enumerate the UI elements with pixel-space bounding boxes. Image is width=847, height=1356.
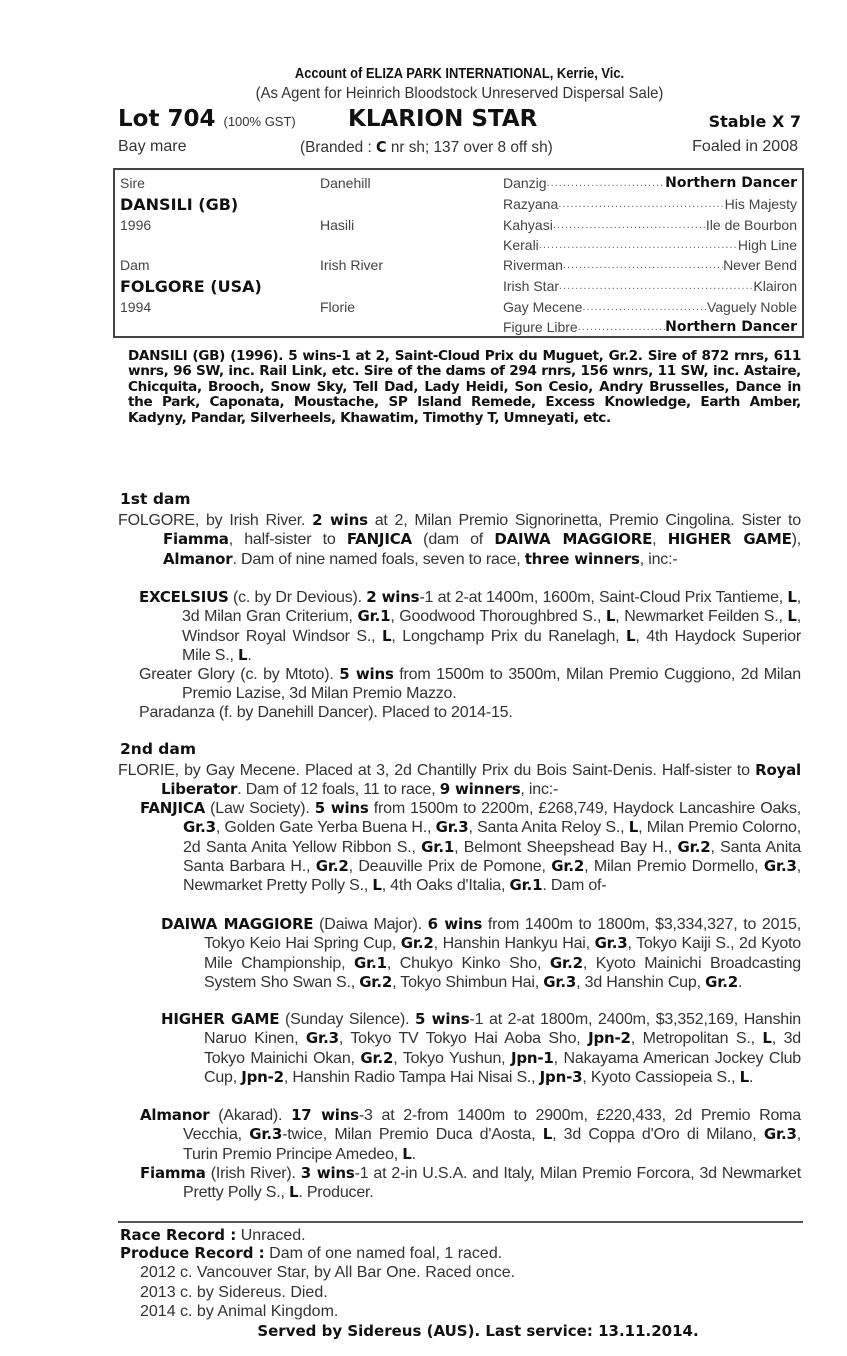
bold-run: Gr.3 <box>763 856 797 875</box>
text-run: from 1500m to 2200m, £268,749, Haydock Lancashire Oaks, <box>368 800 801 817</box>
text-run: , Newmarket Pretty Polly S., <box>183 857 802 895</box>
bold-run: Gr.3 <box>435 818 469 837</box>
text-run: , Tokyo TV Tokyo Hai Aoba Sho, <box>338 1030 589 1048</box>
text-run: -1 at 2-at 1800m, 2400m, $3,352,169, Hanshin Naruo Kinen, <box>204 1011 801 1048</box>
text-run: , Kyoto Mainichi Broadcasting System Sho Swan S., <box>204 954 801 991</box>
text-run: , Santa Anita Santa Barbara H., <box>183 838 801 875</box>
text-run: , 3d Coppa d'Oro di Milano, <box>552 1126 764 1144</box>
text-run: , Milan Premio Dormello, <box>584 857 764 875</box>
pedigree-table <box>113 168 804 338</box>
bold-run: three winners <box>524 549 640 568</box>
text-run: , Golden Gate Yerba Buena H., <box>215 819 436 837</box>
text-run: (dam of <box>411 531 495 549</box>
produce-record-value: Dam of one named foal, 1 raced. <box>264 1245 503 1262</box>
progeny-almanor <box>140 1106 801 1164</box>
brand-prefix: (Branded : <box>300 139 376 156</box>
text-run: , Tokyo Shimbun Hai, <box>392 973 544 991</box>
bold-run: Jpn-2 <box>588 1029 631 1048</box>
second-dam-heading: 2nd dam <box>120 740 197 758</box>
bold-run: Gr.2 <box>549 953 583 972</box>
progeny-excelsius <box>139 588 801 665</box>
text-run: -3 at 2-from 1400m to 2900m, £220,433, 2d Premio Roma Vecchia, <box>183 1107 801 1144</box>
bold-run: 5 wins <box>415 1010 470 1028</box>
text-run: . Dam of- <box>542 877 607 895</box>
text-run: , Hanshin Radio Tampa Hai Nisai S., <box>283 1068 540 1086</box>
text-run: , Nakayama American Jockey Club Cup, <box>204 1049 801 1086</box>
gst-note: (100% GST) <box>223 114 296 129</box>
bold-run: Jpn-1 <box>511 1048 554 1067</box>
bold-run: Jpn-3 <box>539 1067 583 1086</box>
bold-run: L <box>402 1144 412 1163</box>
bold-run: 2 wins <box>366 588 420 606</box>
text-run: , Longchamp Prix du Ranelagh, <box>391 627 627 645</box>
produce-record-label: Produce Record : <box>120 1244 265 1262</box>
text-run: . <box>737 973 743 991</box>
text-run: Paradanza (f. by Danehill Dancer). Placed to 2014-15. <box>139 704 513 721</box>
bold-run: L <box>542 1125 553 1144</box>
bold-run: L <box>238 645 248 664</box>
bold-run: L <box>787 607 797 626</box>
sire-label: Sire <box>120 175 145 191</box>
bold-run: Gr.1 <box>357 607 391 626</box>
ggp-sire: High Line <box>737 237 797 253</box>
great-grandparent-row <box>503 175 797 191</box>
leader-dots <box>563 257 723 273</box>
sire-year: 1996 <box>120 217 152 233</box>
sire-name: DANSILI (GB) <box>120 195 239 214</box>
bold-run: 5 wins <box>314 799 369 817</box>
text-run: , Chukyo Kinko Sho, <box>386 954 550 972</box>
text-run: , inc:- <box>520 781 559 799</box>
text-run: , Metropolitan S., <box>630 1030 763 1048</box>
dam-name: FOLGORE (USA) <box>120 277 262 296</box>
agent-note: (As Agent for Heinrich Bloodstock Unreserved Dispersal Sale) <box>255 85 664 102</box>
vendor-account: Account of ELIZA PARK INTERNATIONAL, Kerrie, Vic. <box>294 65 625 82</box>
text-run: , Hanshin Hankyu Hai, <box>433 935 595 953</box>
ggp-name: Figure Libre <box>503 319 578 335</box>
bold-run: EXCELSIUS <box>139 588 229 606</box>
bold-run: Gr.3 <box>183 818 216 837</box>
bold-run: Gr.2 <box>400 934 434 953</box>
bold-run: Gr.2 <box>551 856 585 875</box>
text-run: -twice, Milan Premio Duca d'Aosta, <box>282 1126 543 1144</box>
text-run: , <box>652 531 668 549</box>
bold-run: DAIWA MAGGIORE <box>161 915 314 933</box>
text-run: -1 at 2-at 1400m, 1600m, Saint-Cloud Prix Tantieme, <box>419 589 788 606</box>
text-run: , half-sister to <box>228 531 347 549</box>
text-run: , Milan Premio Colorno, 2d Santa Anita Yellow Ribbon S., <box>183 819 801 856</box>
ggp-name: Gay Mecene <box>503 299 583 315</box>
bold-run: 6 wins <box>427 915 483 933</box>
bold-run: L <box>739 1067 749 1086</box>
leader-dots <box>578 319 665 335</box>
text-run: (Law Society). <box>205 800 315 817</box>
ggp-sire: Northern Dancer <box>665 319 797 335</box>
great-grandparent-row <box>503 319 797 335</box>
foaled-year: Foaled in 2008 <box>692 138 798 155</box>
great-grandparent-row <box>503 196 797 212</box>
leader-dots <box>559 278 753 294</box>
text-run: , Goodwood Thoroughbred S., <box>390 608 606 626</box>
progeny-higher-game <box>161 1010 801 1087</box>
text-run: from 1500m to 3500m, Milan Premio Cuggiono, 2d Milan Premio Lazise, 3d Milan Premio Mazzo. <box>182 666 801 703</box>
bold-run: L <box>372 876 382 895</box>
dam-sire: Irish River <box>320 257 384 273</box>
ggp-sire: His Majesty <box>724 196 797 212</box>
second-dam-intro <box>118 761 801 800</box>
race-record-label: Race Record : <box>120 1226 237 1244</box>
bold-run: Gr.1 <box>509 876 543 895</box>
horse-description <box>118 138 801 160</box>
text-run: . <box>247 646 252 664</box>
produce-record <box>120 1244 502 1263</box>
great-grandparent-row <box>503 217 797 233</box>
dam-label: Dam <box>120 257 150 273</box>
bold-run: 5 wins <box>339 665 394 683</box>
text-run: , Santa Anita Reloy S., <box>468 819 629 837</box>
brand-info <box>300 138 553 157</box>
bold-run: 9 winners <box>439 780 521 799</box>
text-run: at 2, Milan Premio Signorinetta, Premio Cingolina. Sister to <box>367 512 801 529</box>
bold-run: Gr.3 <box>305 1029 339 1048</box>
bold-run: Fiamma <box>140 1164 206 1182</box>
sire-dam: Hasili <box>320 217 355 233</box>
text-run: (Akarad). <box>209 1107 292 1124</box>
text-run: . <box>411 1145 416 1163</box>
bold-run: Gr.3 <box>763 1125 797 1144</box>
bold-run: L <box>626 626 636 645</box>
text-run: , 4th Oaks d'Italia, <box>381 877 510 895</box>
text-run: , 3d Hanshin Cup, <box>576 973 706 991</box>
text-run: (Irish River). <box>205 1165 301 1182</box>
bold-run: Royal Liberator <box>161 761 801 799</box>
dam-dam: Florie <box>320 299 356 315</box>
ggp-name: Danzig <box>503 175 547 191</box>
progeny-daiwa-maggiore <box>161 915 801 992</box>
stable-number: Stable X 7 <box>708 112 801 131</box>
lot-number <box>118 106 296 132</box>
leader-dots <box>582 299 707 315</box>
bold-run: FANJICA <box>346 530 412 549</box>
text-run: . <box>748 1068 754 1086</box>
text-run: FLORIE, by Gay Mecene. Placed at 3, 2d Chantilly Prix du Bois Saint-Denis. Half-sister to <box>118 762 756 779</box>
text-run: . Producer. <box>298 1184 374 1202</box>
text-run: , Tokyo Yushun, <box>393 1049 511 1067</box>
text-run: Greater Glory (c. by Mtoto). <box>139 666 340 683</box>
ggp-name: Irish Star <box>503 278 560 294</box>
brand-suffix: nr sh; 137 over 8 off sh) <box>386 139 553 156</box>
great-grandparent-row <box>503 299 797 315</box>
leader-dots <box>539 237 738 253</box>
bold-run: Gr.2 <box>360 1048 394 1067</box>
bold-run: Gr.3 <box>249 1125 283 1144</box>
bold-run: L <box>628 818 639 837</box>
text-run: , Deauville Prix de Pomone, <box>348 857 552 875</box>
leader-dots <box>547 175 666 191</box>
bold-run: L <box>605 607 616 626</box>
produce-item: 2014 c. by Animal Kingdom. <box>140 1303 339 1320</box>
sex-colour: Bay mare <box>118 138 187 155</box>
text-run: (c. by Dr Devious). <box>228 589 367 606</box>
bold-run: 2 wins <box>312 511 368 529</box>
first-dam-intro <box>118 511 801 569</box>
race-record <box>120 1226 306 1245</box>
lot-header <box>118 106 801 136</box>
bold-run: L <box>382 626 392 645</box>
bold-run: Gr.3 <box>543 972 577 991</box>
bold-run: Gr.3 <box>594 934 628 953</box>
produce-item: 2012 c. Vancouver Star, by All Bar One. Raced once. <box>140 1264 516 1281</box>
text-run: , 3d Milan Gran Criterium, <box>182 589 801 626</box>
dam-year: 1994 <box>120 299 152 315</box>
text-run: , Tokyo Kaiji S., 2d Kyoto Mile Championship, <box>204 935 802 972</box>
text-run: , Windsor Royal Windsor S., <box>182 608 801 645</box>
bold-run: L <box>787 588 797 606</box>
ggp-sire: Never Bend <box>723 257 797 273</box>
text-run: FOLGORE, by Irish River. <box>118 512 313 529</box>
brand-c-icon: C <box>375 138 387 156</box>
bold-run: FANJICA <box>140 799 206 817</box>
bold-run: 17 wins <box>291 1106 359 1124</box>
text-run: , Belmont Sheepshead Bay H., <box>454 838 678 856</box>
ggp-sire: Ile de Bourbon <box>705 217 797 233</box>
text-run: , Newmarket Feilden S., <box>615 608 788 626</box>
bold-run: Jpn-2 <box>241 1067 284 1086</box>
bold-run: DAIWA MAGGIORE <box>494 530 653 549</box>
progeny-fanjica <box>140 799 801 895</box>
produce-item: 2013 c. by Sidereus. Died. <box>140 1284 328 1301</box>
bold-run: Gr.2 <box>359 972 393 991</box>
service-note: Served by Sidereus (AUS). Last service: 13.11.2014. <box>257 1322 699 1340</box>
progeny-paradanza <box>139 703 801 722</box>
bold-run: L <box>288 1183 299 1202</box>
ggp-name: Razyana <box>503 196 559 212</box>
race-record-value: Unraced. <box>236 1227 306 1244</box>
ggp-sire: Vaguely Noble <box>706 299 797 315</box>
great-grandparent-row <box>503 278 797 294</box>
text-run: , 3d Tokyo Mainichi Okan, <box>204 1030 801 1067</box>
text-run: , 4th Haydock Superior Mile S., <box>182 627 801 664</box>
bold-run: Gr.2 <box>677 837 711 856</box>
text-run: (Sunday Silence). <box>279 1011 415 1028</box>
section-divider <box>118 1221 803 1223</box>
progeny-greater-glory <box>139 665 801 704</box>
leader-dots <box>553 217 706 233</box>
ggp-name: Kerali <box>503 237 539 253</box>
ggp-sire: Klairon <box>753 278 797 294</box>
text-run: -1 at 2-in U.S.A. and Italy, Milan Premio Forcora, 3d Newmarket Pretty Polly S., <box>183 1165 801 1202</box>
bold-run: Gr.2 <box>705 972 738 991</box>
text-run: ), <box>791 531 801 549</box>
first-dam-heading: 1st dam <box>120 490 191 508</box>
bold-run: Almanor <box>140 1106 210 1124</box>
lot-label: Lot 704 <box>118 106 216 132</box>
text-run: (Daiwa Major). <box>313 916 428 933</box>
text-run: , Turin Premio Principe Amedeo, <box>183 1126 801 1163</box>
sire-summary: DANSILI (GB) (1996). 5 wins-1 at 2, Saint-Cloud Prix du Muguet, Gr.2. Sire of 872 rnrs, 611 wnrs, 96 SW, inc. Rail Link, etc. Sire of the dams of 294 rnrs, 156 wnrs, 11 SW, inc. Astaire, Chicquita, Brooch, Snow Sky, Tell Dad, Lady Heidi, Son Cesio, Andry Brusselles, Dance in the Park, Caponata, Moustache, SP Island Remede, Excess Knowledge, Earth Amber, Kadyny, Pandar, Silverheels, Khawatim, Timothy T, Umneyati, etc. <box>128 348 801 426</box>
bold-run: Gr.2 <box>315 856 349 875</box>
bold-run: L <box>762 1029 772 1048</box>
bold-run: Fiamma <box>163 530 229 549</box>
bold-run: HIGHER GAME <box>161 1010 280 1028</box>
text-run: , Kyoto Cassiopeia S., <box>582 1068 740 1086</box>
bold-run: HIGHER GAME <box>667 530 792 549</box>
ggp-name: Riverman <box>503 257 563 273</box>
text-run: . Dam of nine named foals, seven to race, <box>232 550 525 568</box>
leader-dots <box>558 196 724 212</box>
bold-run: Gr.1 <box>353 953 387 972</box>
text-run: . Dam of 12 foals, 11 to race, <box>237 781 440 799</box>
text-run: , inc:- <box>639 550 678 568</box>
progeny-fiamma <box>140 1164 801 1203</box>
bold-run: Gr.1 <box>421 837 455 856</box>
horse-name: KLARION STAR <box>348 106 538 132</box>
bold-run: Almanor <box>163 549 233 568</box>
ggp-name: Kahyasi <box>503 217 553 233</box>
great-grandparent-row <box>503 257 797 273</box>
great-grandparent-row <box>503 237 797 253</box>
bold-run: 3 wins <box>300 1164 355 1182</box>
text-run: from 1400m to 1800m, $3,334,327, to 2015, Tokyo Keio Hai Spring Cup, <box>204 916 801 953</box>
sire-sire: Danehill <box>320 175 371 191</box>
ggp-sire: Northern Dancer <box>665 175 797 191</box>
